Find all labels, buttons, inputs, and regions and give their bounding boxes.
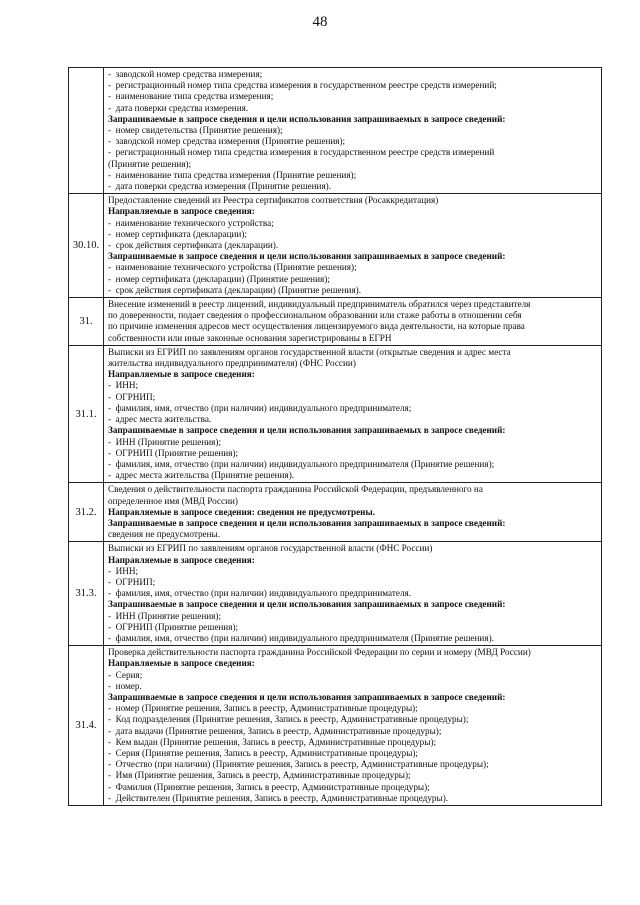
row-content [104, 298, 602, 346]
row-content [104, 646, 602, 806]
list-item: - заводской номер средства измерения (Принятие решения); [108, 136, 598, 147]
row-content [104, 542, 602, 646]
list-item: - наименование типа средства измерения (Принятие решения); [108, 170, 598, 181]
list-item: - срок действия сертификата (декларации) (Принятие решения). [108, 285, 598, 296]
list-item: - Действителен (Принятие решения, Запись в реестр, Административные процедуры). [108, 793, 598, 804]
list-item: - номер. [108, 681, 598, 692]
row-number: 30.10. [69, 194, 104, 298]
list-item: - Отчество (при наличии) (Принятие решения, Запись в реестр, Административные процедуры); [108, 759, 598, 770]
table-row [69, 345, 602, 482]
row-number: 31. [69, 298, 104, 346]
row-number: 31.3. [69, 542, 104, 646]
section-heading: Запрашиваемые в запросе сведения и цели использования запрашиваемых в запросе сведений: [108, 599, 506, 610]
section-heading: Направляемые в запросе сведения: [108, 658, 255, 669]
text-line: Выписки из ЕГРИП по заявлениям органов государственной власти (ФНС России) [108, 543, 433, 554]
row-content [104, 483, 602, 542]
requirements-table [68, 67, 602, 806]
list-item: - ИНН; [108, 566, 598, 577]
text-line: по причине изменения адресов мест осуществления лицензируемого вида деятельности, на которые права [108, 321, 525, 332]
table-row [69, 298, 602, 346]
table-row [69, 646, 602, 806]
section-heading: Запрашиваемые в запросе сведения и цели использования запрашиваемых в запросе сведений: [108, 113, 506, 124]
section-heading: Запрашиваемые в запросе сведения и цели использования запрашиваемых в запросе сведений: [108, 517, 506, 528]
text-line: по доверенности, подает сведения о профессиональном образовании или стаже работы в отношении себя [108, 310, 522, 321]
list-item: - ИНН (Принятие решения); [108, 611, 598, 622]
list-item: - срок действия сертификата (декларации). [108, 240, 598, 251]
list-item: - регистрационный номер типа средства измерения в государственном реестре средств измерений; [108, 80, 598, 91]
table-row [69, 68, 602, 194]
list-item: - адрес места жительства. [108, 414, 598, 425]
text-line: Внесение изменений в реестр лицензий, индивидуальный предприниматель обратился через представителя [108, 299, 531, 310]
list-item: - номер свидетельства (Принятие решения); [108, 125, 598, 136]
text-line: сведения не предусмотрены. [108, 529, 221, 540]
list-item: - дата поверки средства измерения (Принятие решения). [108, 181, 598, 192]
list-item: - Кем выдан (Принятие решения, Запись в реестр, Административные процедуры); [108, 737, 598, 748]
list-item: - дата выдачи (Принятие решения, Запись в реестр, Административные процедуры); [108, 726, 598, 737]
page-number: 48 [312, 14, 328, 30]
list-item: - заводской номер средства измерения; [108, 69, 598, 80]
list-item: - дата поверки средства измерения. [108, 103, 598, 114]
list-item: - фамилия, имя, отчество (при наличии) индивидуального предпринимателя (Принятие решения); [108, 459, 598, 470]
row-content [104, 345, 602, 482]
list-item: - фамилия, имя, отчество (при наличии) индивидуального предпринимателя (Принятие решения). [108, 633, 598, 644]
list-item: - ОГРНИП (Принятие решения); [108, 448, 598, 459]
list-item: - адрес места жительства (Принятие решения). [108, 470, 598, 481]
table-row [69, 542, 602, 646]
section-heading: Направляемые в запросе сведения: сведения не предусмотрены. [108, 506, 375, 517]
section-heading: Направляемые в запросе сведения: [108, 206, 255, 217]
list-item: - фамилия, имя, отчество (при наличии) индивидуального предпринимателя. [108, 588, 598, 599]
row-content [104, 194, 602, 298]
row-content [104, 68, 602, 194]
list-item: - наименование технического устройства (Принятие решения); [108, 262, 598, 273]
text-line: собственности или иные законные основания зарегистрированы в ЕГРН [108, 332, 392, 343]
text-line: Проверка действительности паспорта гражданина Российской Федерации по серии и номеру (МВД России) [108, 647, 531, 658]
list-item: - номер сертификата (декларации); [108, 229, 598, 240]
text-line: определенное имя (МВД России) [108, 495, 238, 506]
text-line: Сведения о действительности паспорта гражданина Российской Федерации, предъявленного на [108, 484, 483, 495]
row-number: 31.1. [69, 345, 104, 482]
list-item: - наименование технического устройства; [108, 218, 598, 229]
list-item: - ОГРНИП; [108, 392, 598, 403]
section-heading: Направляемые в запросе сведения: [108, 369, 255, 380]
text-line: Выписки из ЕГРИП по заявлениям органов государственной власти (открытые сведения и адрес места [108, 346, 511, 357]
table-row [69, 483, 602, 542]
section-heading: Запрашиваемые в запросе сведения и цели использования запрашиваемых в запросе сведений: [108, 425, 506, 436]
row-number [69, 68, 104, 194]
list-item: - номер (Принятие решения, Запись в реестр, Административные процедуры); [108, 703, 598, 714]
text-line: Предоставление сведений из Реестра сертификатов соответствия (Росаккредитация) [108, 195, 439, 206]
list-item: - ОГРНИП; [108, 577, 598, 588]
list-item: - Код подразделения (Принятие решения, Запись в реестр, Административные процедуры); [108, 714, 598, 725]
list-item: - Фамилия (Принятие решения, Запись в реестр, Административные процедуры); [108, 782, 598, 793]
list-item: - Серия (Принятие решения, Запись в реестр, Административные процедуры); [108, 748, 598, 759]
section-heading: Направляемые в запросе сведения: [108, 554, 255, 565]
list-item: - ОГРНИП (Принятие решения); [108, 622, 598, 633]
list-item: - ИНН (Принятие решения); [108, 437, 598, 448]
section-heading: Запрашиваемые в запросе сведения и цели использования запрашиваемых в запросе сведений: [108, 691, 506, 702]
table-row [69, 194, 602, 298]
list-item: - Серия; [108, 670, 598, 681]
text-line: жительства индивидуального предпринимателя) (ФНС России) [108, 358, 356, 369]
table-body [69, 68, 602, 806]
list-item: - ИНН; [108, 380, 598, 391]
list-item: - наименование типа средства измерения; [108, 91, 598, 102]
row-number: 31.2. [69, 483, 104, 542]
list-item: - Имя (Принятие решения, Запись в реестр, Административные процедуры); [108, 770, 598, 781]
list-item: - номер сертификата (декларации) (Принятие решения); [108, 274, 598, 285]
section-heading: Запрашиваемые в запросе сведения и цели использования запрашиваемых в запросе сведений: [108, 251, 506, 262]
row-number: 31.4. [69, 646, 104, 806]
list-item: - фамилия, имя, отчество (при наличии) индивидуального предпринимателя; [108, 403, 598, 414]
list-item: - регистрационный номер типа средства измерения в государственном реестре средств измерений [108, 147, 598, 158]
text-line: (Принятие решения); [108, 158, 192, 169]
